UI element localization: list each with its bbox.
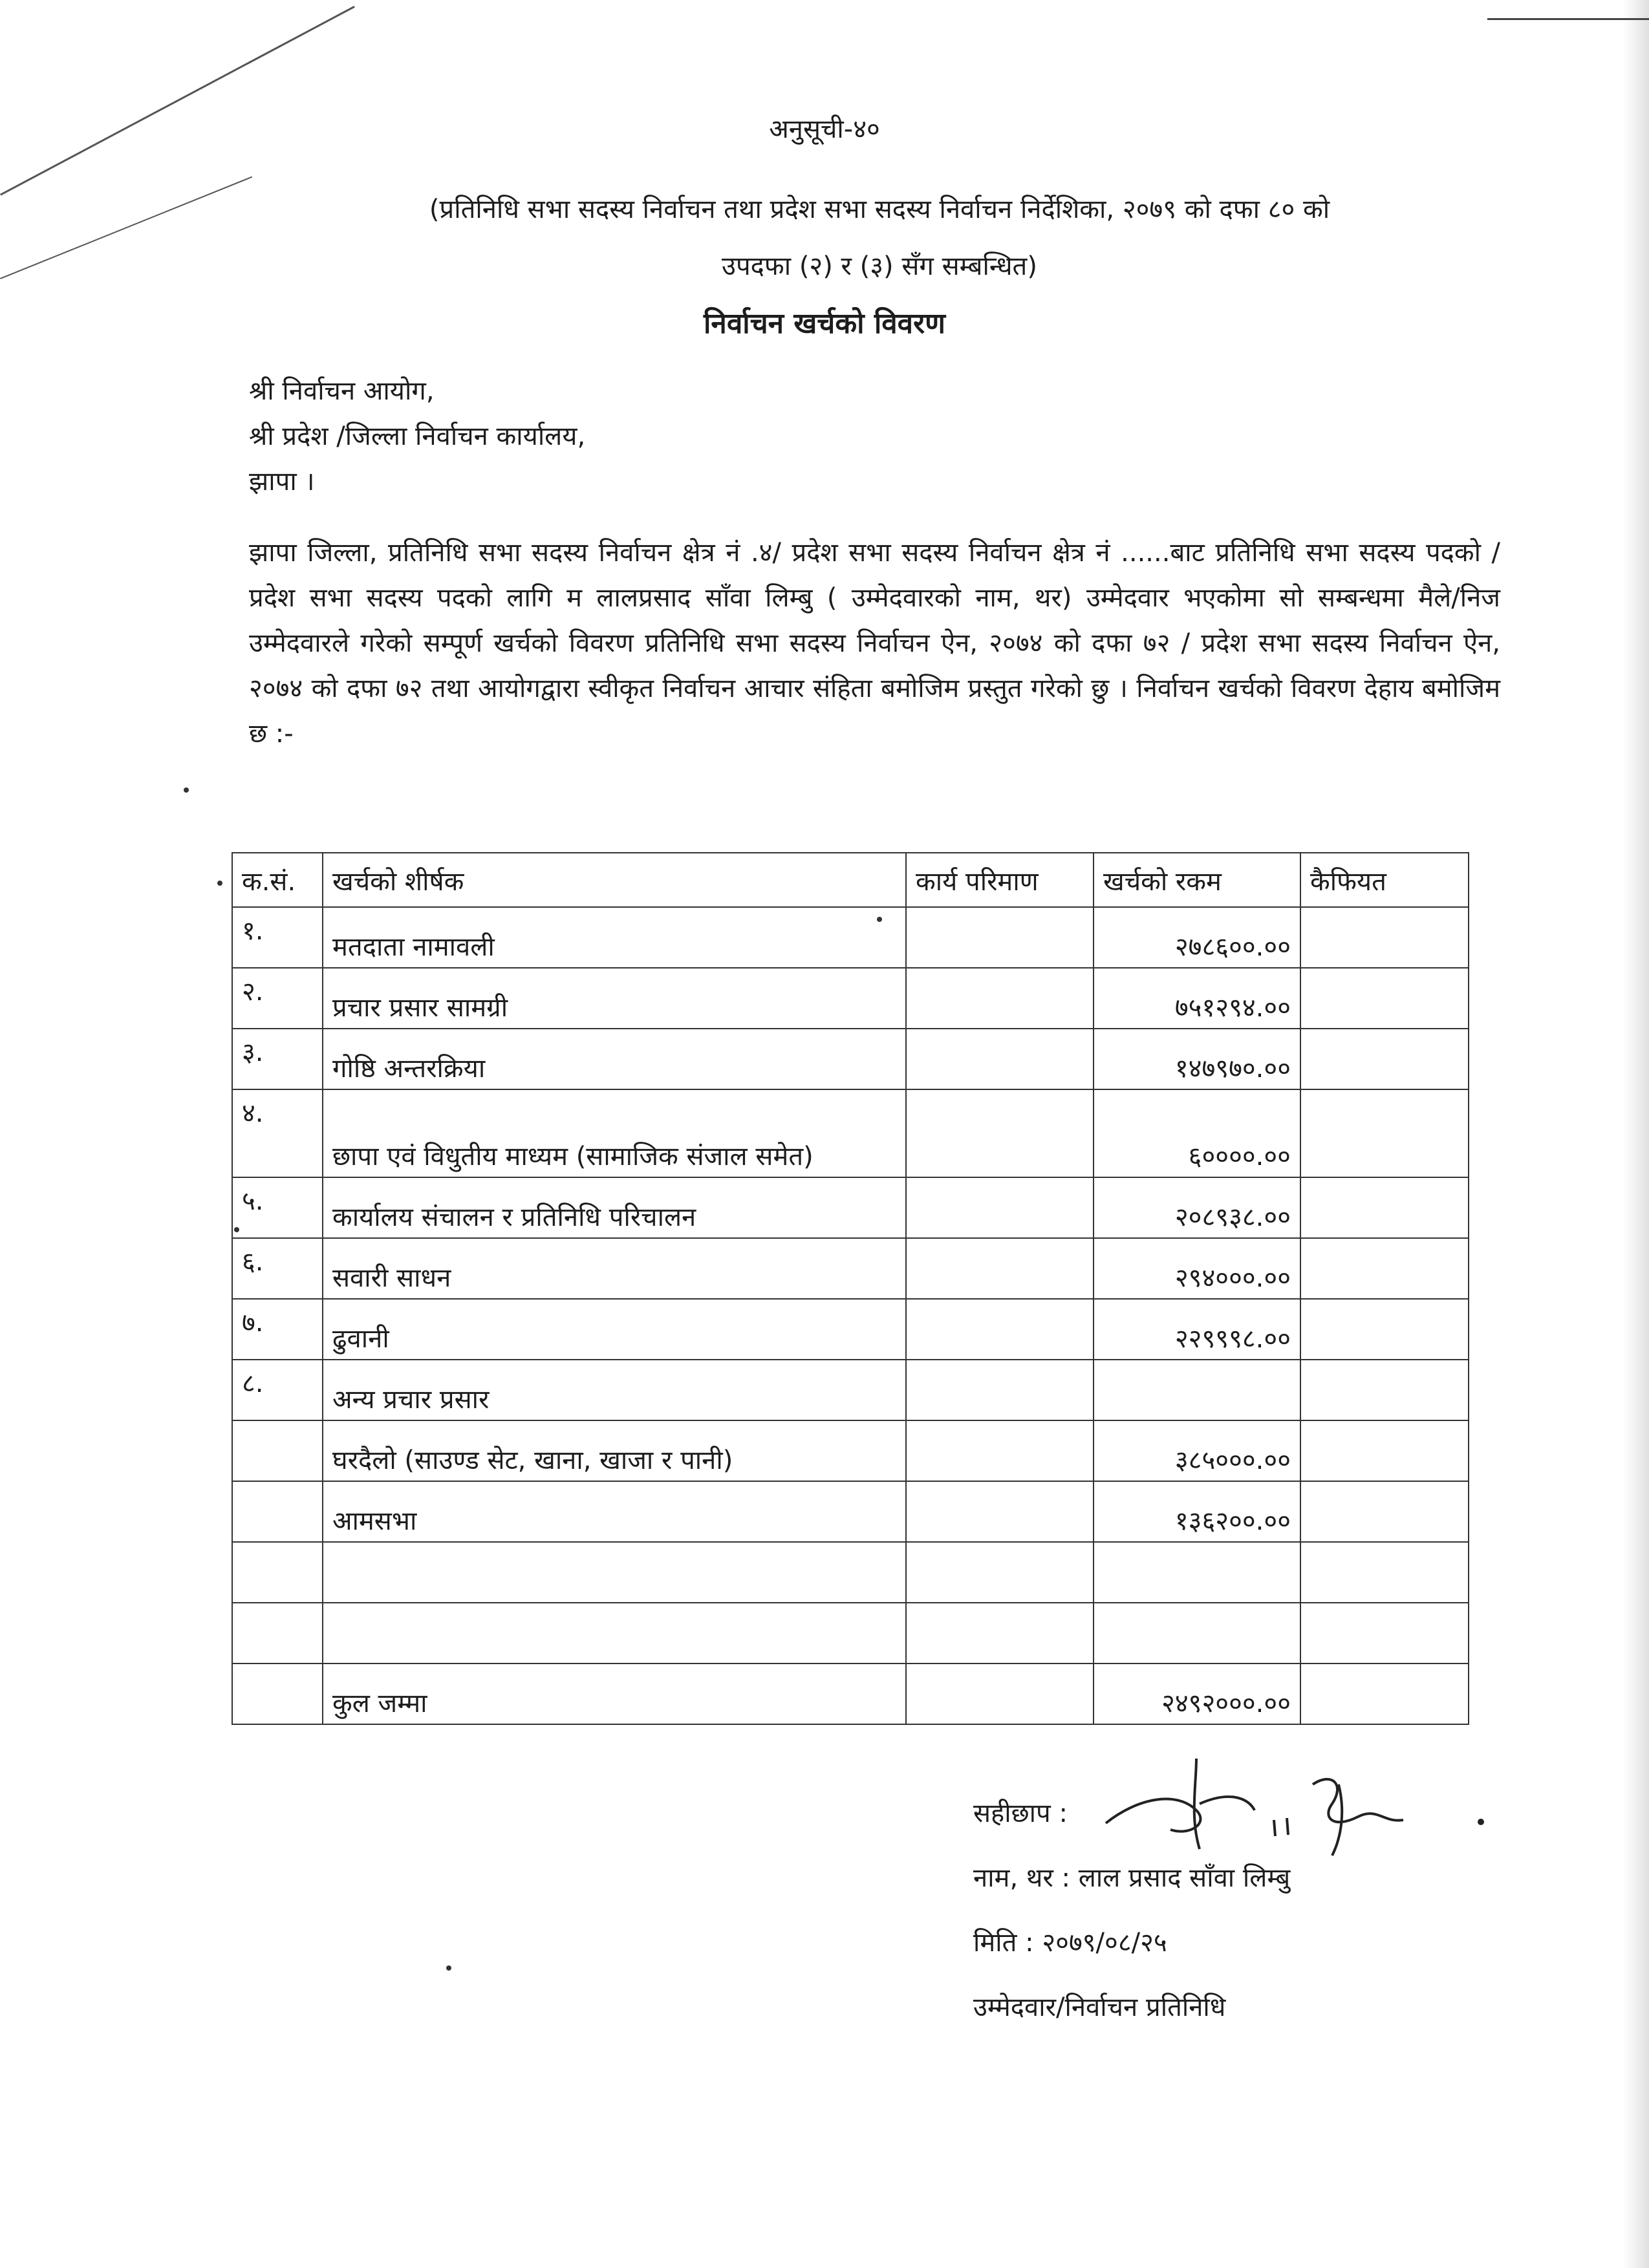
empty-cell (232, 1542, 323, 1603)
header-remarks: कैफियत (1300, 853, 1469, 907)
row-quantity (906, 1177, 1094, 1238)
empty-cell (232, 1603, 323, 1664)
total-quantity (906, 1664, 1094, 1724)
empty-cell (1300, 1603, 1469, 1664)
row-sn: ४. (232, 1089, 323, 1177)
table-row (232, 1238, 1469, 1299)
row-title: अन्य प्रचार प्रसार (323, 1360, 906, 1420)
row-quantity (906, 1089, 1094, 1177)
row-remarks (1300, 1481, 1469, 1542)
addressee-line: श्री प्रदेश /जिल्ला निर्वाचन कार्यालय, (249, 422, 586, 451)
row-amount: ३८५०००.०० (1094, 1420, 1300, 1481)
reference-line: (प्रतिनिधि सभा सदस्य निर्वाचन तथा प्रदेश सभा सदस्य निर्वाचन निर्देशिका, २०७९ को दफा ८० को (429, 195, 1330, 224)
row-title: गोष्ठि अन्तरक्रिया (323, 1029, 906, 1089)
row-quantity (906, 1420, 1094, 1481)
table-row (232, 1481, 1469, 1542)
empty-cell (323, 1542, 906, 1603)
row-sn: ५. (232, 1177, 323, 1238)
row-sn: ७. (232, 1299, 323, 1360)
row-title: घरदैलो (साउण्ड सेट, खाना, खाजा र पानी) (323, 1420, 906, 1481)
row-remarks (1300, 1360, 1469, 1420)
scan-artifact-line (0, 6, 355, 196)
row-amount: १४७९७०.०० (1094, 1029, 1300, 1089)
header-title: खर्चको शीर्षक (323, 853, 906, 907)
empty-cell (1094, 1542, 1300, 1603)
empty-cell (906, 1603, 1094, 1664)
header-quantity: कार्य परिमाण (906, 853, 1094, 907)
reference-note (272, 181, 1487, 295)
row-sn: ८. (232, 1360, 323, 1420)
addressee-line: झापा । (249, 467, 315, 497)
row-sn: २. (232, 968, 323, 1029)
expense-table (232, 852, 1469, 1725)
row-sn (232, 1481, 323, 1542)
row-amount: २०८९३८.०० (1094, 1177, 1300, 1238)
row-title: ढुवानी (323, 1299, 906, 1360)
table-row (232, 907, 1469, 968)
scan-speck (184, 787, 189, 793)
row-remarks (1300, 1420, 1469, 1481)
row-title: कार्यालय संचालन र प्रतिनिधि परिचालन (323, 1177, 906, 1238)
row-amount: २९४०००.०० (1094, 1238, 1300, 1299)
row-remarks (1300, 1238, 1469, 1299)
table-row (232, 968, 1469, 1029)
table-row-empty (232, 1542, 1469, 1603)
handwritten-signature (1099, 1746, 1500, 1862)
row-sn: ३. (232, 1029, 323, 1089)
row-remarks (1300, 968, 1469, 1029)
table-row (232, 1177, 1469, 1238)
row-sn: ६. (232, 1238, 323, 1299)
row-amount: ७५१२९४.०० (1094, 968, 1300, 1029)
empty-cell (906, 1542, 1094, 1603)
reference-line: उपदफा (२) र (३) सँग सम्बन्धित) (722, 251, 1037, 281)
row-title: प्रचार प्रसार सामग्री (323, 968, 906, 1029)
scan-speck (217, 881, 222, 886)
schedule-label: अनुसूची-४० (769, 114, 880, 144)
table-row (232, 1420, 1469, 1481)
scan-speck (234, 1227, 239, 1232)
row-quantity (906, 968, 1094, 1029)
header-amount: खर्चको रकम (1094, 853, 1300, 907)
table-row (232, 1299, 1469, 1360)
total-label: कुल जम्मा (323, 1664, 906, 1724)
table-row-empty (232, 1603, 1469, 1664)
row-remarks (1300, 1029, 1469, 1089)
total-sn (232, 1664, 323, 1724)
row-quantity (906, 1029, 1094, 1089)
header-sn: क.सं. (232, 853, 323, 907)
row-remarks (1300, 1299, 1469, 1360)
row-sn: १. (232, 907, 323, 968)
row-quantity (906, 1299, 1094, 1360)
scan-speck (446, 1965, 451, 1971)
row-amount: १३६२००.०० (1094, 1481, 1300, 1542)
scan-speck (877, 917, 882, 922)
table-row (232, 1089, 1469, 1177)
row-remarks (1300, 1177, 1469, 1238)
row-sn (232, 1420, 323, 1481)
row-quantity (906, 1481, 1094, 1542)
row-amount: २७८६००.०० (1094, 907, 1300, 968)
table-header-row (232, 853, 1469, 907)
role-line: उम्मेदवार/निर्वाचन प्रतिनिधि (973, 1993, 1226, 2022)
row-quantity (906, 907, 1094, 968)
empty-cell (323, 1603, 906, 1664)
total-row (232, 1664, 1469, 1724)
empty-cell (1094, 1603, 1300, 1664)
row-quantity (906, 1238, 1094, 1299)
row-title: छापा एवं विधुतीय माध्यम (सामाजिक संजाल समेत) (323, 1089, 906, 1177)
row-amount: २२९९९८.०० (1094, 1299, 1300, 1360)
sign-label: सहीछाप : (973, 1799, 1068, 1828)
empty-cell (1300, 1542, 1469, 1603)
total-remarks (1300, 1664, 1469, 1724)
total-amount: २४९२०००.०० (1094, 1664, 1300, 1724)
body-paragraph: झापा जिल्ला, प्रतिनिधि सभा सदस्य निर्वाचन क्षेत्र नं .४/ प्रदेश सभा सदस्य निर्वाचन क्षेत्र नं ......बाट प्रतिनिधि सभा सदस्य पदको / प्रदेश सभा सदस्य पदको लागि म लालप्रसाद साँवा लिम्बु ( उम्मेदवारको नाम, थर) उम्मेदवार भएकोमा सो सम्बन्धमा मैले/निज उम्मेदवारले गरेको सम्पूर्ण खर्चको विवरण प्रतिनिधि सभा सदस्य निर्वाचन ऐन, २०७४ को दफा ७२ / प्रदेश सभा सदस्य निर्वाचन ऐन, २०७४ को दफा ७२ तथा आयोगद्वारा स्वीकृत निर्वाचन आचार संहिता बमोजिम प्रस्तुत गरेको छु । निर्वाचन खर्चको विवरण देहाय बमोजिम छ :- (249, 538, 1500, 749)
row-remarks (1300, 907, 1469, 968)
date-line: मिति : २०७९/०८/२५ (973, 1928, 1167, 1958)
row-amount (1094, 1360, 1300, 1420)
row-title: आमसभा (323, 1481, 906, 1542)
row-remarks (1300, 1089, 1469, 1177)
addressee-line: श्री निर्वाचन आयोग, (249, 376, 435, 406)
row-title: मतदाता नामावली (323, 907, 906, 968)
document-title: निर्वाचन खर्चको विवरण (704, 307, 945, 340)
scan-artifact-line (0, 177, 252, 279)
table-row (232, 1360, 1469, 1420)
scan-artifact-line (1487, 18, 1649, 20)
row-quantity (906, 1360, 1094, 1420)
addressee-block (249, 369, 585, 504)
table-row (232, 1029, 1469, 1089)
name-line: नाम, थर : लाल प्रसाद साँवा लिम्बु (973, 1863, 1291, 1893)
row-title: सवारी साधन (323, 1238, 906, 1299)
row-amount: ६००००.०० (1094, 1089, 1300, 1177)
